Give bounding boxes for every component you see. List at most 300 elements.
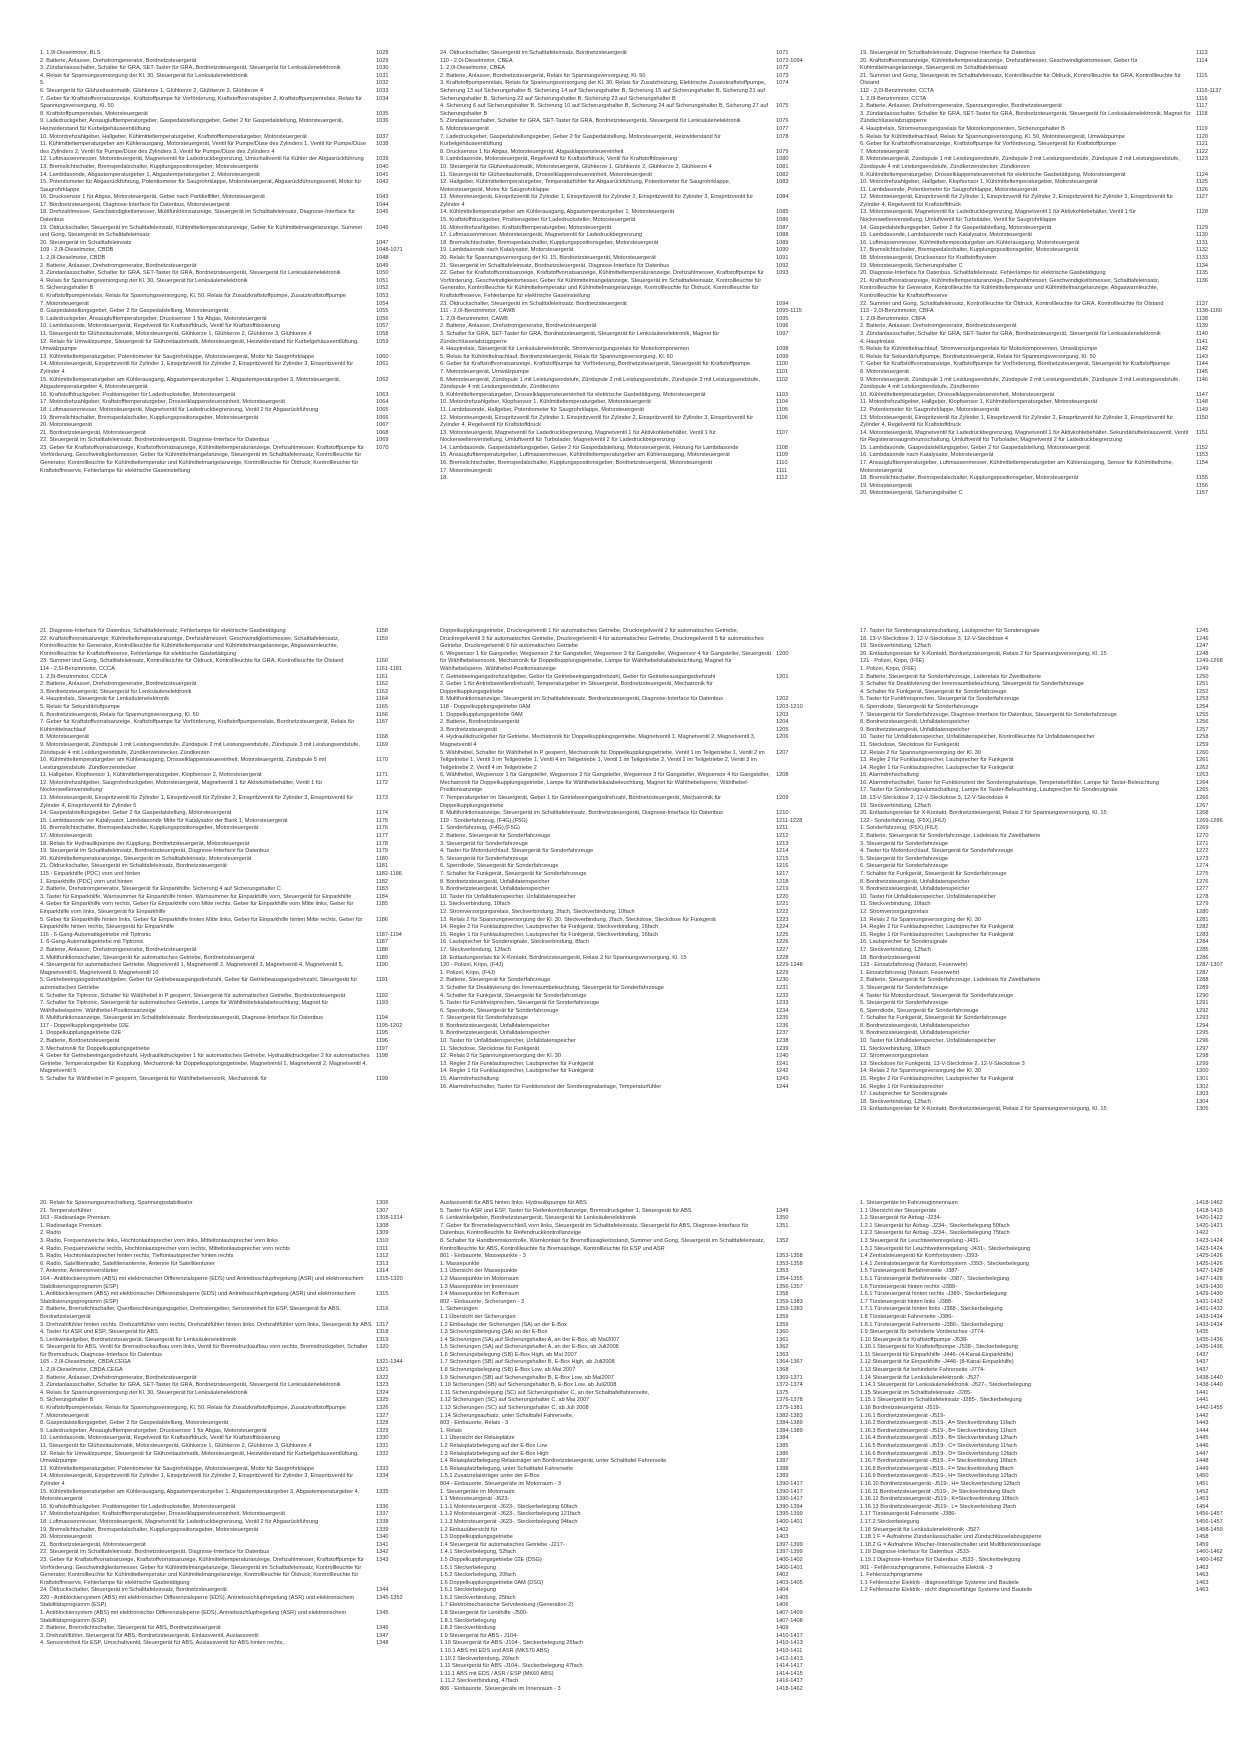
toc-entry-page: 1198 — [376, 1053, 389, 1060]
toc-entry — [440, 1633, 820, 1641]
toc-entry-title: 15. Regler 2 für Funklautsprecher, Lautsprecher für Funkgerät — [860, 1076, 1014, 1083]
toc-entry — [860, 932, 1240, 940]
toc-entry — [440, 209, 820, 217]
toc-entry — [860, 460, 1240, 475]
toc-entry-page: 1351 — [776, 1222, 789, 1229]
toc-entry — [440, 1504, 820, 1512]
toc-entry-page: 1094 — [776, 300, 789, 307]
toc-entry-page: 1390-1417 — [776, 1488, 803, 1495]
toc-entry — [440, 164, 820, 172]
toc-entry-title: 19. Steuergerät im Schalttafeleinsatz, Bordnetzsteuergerät, Diagnose-Interface für Datenbus — [40, 848, 270, 855]
toc-entry-title: 17. Bremslichtschalter, Bremspedalschalter, Kupplungspositionsgeber, Motorsteuergerät — [860, 247, 1079, 254]
toc-entry-title: 5. Steuergerät für Sonderfahrzeuge — [860, 855, 949, 862]
toc-entry-page: 1059 — [376, 338, 389, 345]
toc-entry-page: 1030 — [376, 65, 389, 72]
toc-entry-title: 10. Taster für Unfalldatenspeicher, Unfalldatenspeicher — [860, 1038, 996, 1045]
toc-entry-page: 1195 — [376, 1030, 389, 1037]
toc-entry — [860, 901, 1240, 909]
toc-entry-page: 1410-1413 — [776, 1640, 803, 1647]
toc-entry-title: 1.10.1 ABS mit EDS und ASR (MK570 ABS) — [440, 1648, 550, 1655]
toc-entry — [860, 96, 1240, 104]
toc-entry — [860, 1565, 1240, 1573]
toc-entry-page: 1416-1417 — [776, 1678, 803, 1685]
toc-entry-page: 1248 — [1196, 650, 1209, 657]
toc-entry — [40, 932, 420, 940]
toc-entry — [440, 1200, 820, 1208]
toc-block-3 — [40, 1200, 1223, 1740]
toc-entry-page: 1384 — [776, 1435, 789, 1442]
toc-entry-page: 1084 — [776, 194, 789, 201]
toc-entry-page: 1287-1307 — [1196, 962, 1223, 969]
toc-entry — [440, 1572, 820, 1580]
toc-entry-page: 1299 — [1196, 1060, 1209, 1067]
toc-entry-page: 1053 — [376, 293, 389, 299]
toc-entry-page: 1277 — [1196, 886, 1209, 893]
toc-entry-title: 1.18.1 F = Aufnahme Zündanlassschalter und Zündschlüsselabzugsperre — [860, 1534, 1042, 1541]
toc-entry-page: 1273 — [1196, 855, 1209, 862]
toc-entry-page: 1072-1094 — [776, 57, 803, 64]
toc-entry — [40, 1587, 420, 1595]
toc-entry — [440, 65, 820, 73]
toc-entry-page: 1296 — [1196, 1038, 1209, 1045]
toc-entry — [860, 111, 1240, 126]
toc-entry-title: 10. Motordrehzahlgeber, Klopfsensor 1, Kühlmitteltemperaturgeber, Motorsteuergerät — [440, 399, 651, 406]
toc-entry-page: 1031 — [376, 72, 389, 79]
toc-entry — [860, 490, 1240, 498]
toc-entry-page: 1344 — [376, 1587, 389, 1594]
toc-entry-page: 1257 — [1196, 726, 1209, 733]
toc-entry-title: 15. Regler 1 für Funklautsprecher, Lautsprecher für Funkgerät, Steckverbindung, 16fach — [440, 931, 659, 938]
toc-entry-title: 14. Regler 1 für Funklautsprecher, Lautsprecher für Funkgerät — [440, 1068, 594, 1075]
toc-entry-title: 1.16.4 Bordnetzsteuergerät -J519-, B= Steckverbindung 12fach — [860, 1435, 1017, 1442]
toc-entry-page: 1154 — [1196, 460, 1209, 467]
toc-entry — [40, 399, 420, 407]
toc-entry — [440, 772, 820, 795]
toc-entry-page: 1291 — [1196, 1000, 1209, 1007]
toc-entry-page: 1336 — [376, 1503, 389, 1510]
toc-entry-title: 16. Kraftstoffdruckgeber, Positionsgeber für Ladedrucksteller, Motorsteuergerät — [40, 1503, 236, 1510]
toc-entry-page: 1353-1358 — [776, 1260, 803, 1267]
toc-entry-title: 1.16.3 Bordnetzsteuergerät -J519-, B= Steckverbindung 11fach — [860, 1427, 1017, 1434]
toc-entry-page: 1121 — [1196, 141, 1209, 148]
toc-entry-page: 1107 — [776, 429, 789, 436]
toc-entry-title: 6. Motorsteuergerät — [440, 125, 489, 132]
toc-entry-page: 1190 — [376, 962, 389, 969]
toc-entry-page: 1049 — [376, 262, 389, 269]
toc-entry-title: 2. Batterie, Steuergerät für Sonderfahrzeuge — [440, 977, 551, 984]
toc-entry — [860, 803, 1240, 811]
toc-entry-page: 1074 — [776, 80, 789, 87]
toc-entry-title: 1. Einsatzfahrzeug (Notarzt, Feuerwehr) — [860, 969, 960, 976]
toc-entry — [860, 712, 1240, 720]
toc-entry-page: 1384-1389 — [776, 1427, 803, 1434]
toc-entry — [40, 1519, 420, 1527]
toc-entry — [860, 1246, 1240, 1254]
toc-entry — [440, 392, 820, 400]
toc-entry-title: 1. 1,9l-Dieselmotor, BLS — [40, 50, 101, 56]
toc-entry-title: 21. Diagnose-Interface für Datenbus, Schalttafeleinsatz, Fehlerlampe für elektrische Gasbetätigung — [40, 628, 286, 634]
toc-entry-title: 1. Relais — [440, 1427, 462, 1434]
toc-entry-page: 1437 — [1196, 1367, 1209, 1374]
toc-entry-page: 1289 — [1196, 984, 1209, 991]
toc-entry-title: 15. Lambdasonde, Lambdasonde nach Katalysator, Motorsteuergerät — [860, 232, 1032, 239]
toc-entry — [440, 1023, 820, 1031]
toc-entry-title: 2. Batterie, Steuergerät für Sonderfahrzeuge, Ladeleiais für Zweitbatterie — [860, 977, 1041, 984]
toc-entry — [40, 134, 420, 142]
toc-entry-page: 1040 — [376, 163, 389, 170]
toc-entry-title: 163 - Radioanlage Premium — [40, 1215, 110, 1222]
toc-entry — [860, 939, 1240, 947]
toc-entry-page: 1072 — [776, 65, 789, 72]
toc-entry-title: 15. Regler 1 für Funklautsprecher, Lautsprecher für Funkgerät — [860, 931, 1014, 938]
toc-entry-title: 6. Steuergerät für Glühzeitautomatik, Glühkerze 1, Glühkerze 2, Glühkerze 3, Glühkerze 4 — [40, 87, 263, 94]
toc-entry-title: 7. Motorsteuergerät — [860, 148, 909, 155]
toc-entry-page: 1300 — [1196, 1068, 1209, 1075]
toc-entry-title: 7. Getriebeeingangsdrehzahlgeber, Geber für Getriebeeingangsdrehzahl, Geber für Getriebeausgangsdrehzahl — [440, 673, 716, 680]
toc-entry-title: 6. Kraftstoffpumpenrelais, Relais für Spannungsversorgung, Kl. 50, Relais für Zusatzkraftstoffpumpe, Zusatzkraftstoffpumpe — [40, 293, 346, 299]
toc-entry — [440, 308, 820, 316]
toc-entry-title: 18. — [440, 475, 448, 482]
toc-entry-title: 1.8 Steuergerät für Lenkhilfe -J500- — [440, 1610, 528, 1617]
toc-entry-page: 1185 — [376, 901, 389, 908]
toc-entry-title: 3. Zündanlassschalter, Schalter für GRA, SET-Taster für GRA, Bordnetzsteuergerät, Steuergerät für Lenksäulenelektronik — [40, 65, 341, 72]
toc-entry — [440, 331, 820, 346]
toc-entry-title: 15. Alarmdrehschaltung — [860, 772, 919, 779]
toc-entry — [860, 209, 1240, 224]
toc-entry-page: 1258 — [1196, 734, 1209, 741]
toc-entry-page: 1438-1440 — [1196, 1374, 1223, 1381]
toc-entry — [40, 1382, 420, 1390]
toc-entry-title: 20. Relais für Spannungsumschaltung, Spannungsstabilisator — [40, 1200, 193, 1206]
toc-entry-page: 1187-1194 — [376, 931, 402, 938]
toc-entry-page: 1219 — [776, 886, 789, 893]
toc-entry-title: 1.8.2 Steckverbindung — [440, 1625, 496, 1632]
toc-entry-page: 1080 — [776, 156, 789, 163]
toc-entry-page: 1306 — [376, 1200, 389, 1206]
toc-entry-title: 5. Wählhebel, Schalter für Wählhebel in P gesperrt, Mechatronik für Doppelkupplungsgetriebe, Ventil 1 im Teilgetriebe 1, Ventil 2 im Teilgetriebe 1, Ventil 3 im Teilgetriebe 1, Ventil 4 im Teilgetriebe 1, Ventil 1 im Teilgetriebe 2, Ventil 2 im Teilgetriebe 2, Ventil 3 im Teilgetriebe 2, Ventil 4 im Teilgetriebe 2 — [440, 749, 765, 771]
toc-entry-title: 21. Temperaturfühler — [40, 1207, 92, 1214]
toc-entry — [40, 164, 420, 172]
toc-entry-page: 1225 — [776, 931, 789, 938]
toc-entry-page: 1295 — [1196, 1030, 1209, 1037]
toc-entry-title: 16. Alarmdrehschalter, Taster für Funktionstest der Sondersignalanlage, Temperaturfühler, Lampe für Taster-Beleuchtung — [860, 779, 1159, 786]
toc-entry-page: 1129 — [1196, 224, 1209, 231]
toc-entry — [440, 1314, 820, 1322]
toc-entry-page: 1181 — [376, 863, 389, 870]
toc-entry-page: 1153 — [1196, 452, 1209, 459]
toc-entry — [40, 955, 420, 963]
toc-entry — [440, 172, 820, 180]
toc-entry — [860, 704, 1240, 712]
toc-entry-page: 1325 — [376, 1397, 389, 1404]
toc-entry — [860, 149, 1240, 157]
toc-entry-page: 1069 — [376, 437, 389, 444]
toc-entry — [40, 1261, 420, 1269]
toc-entry-title: 3. Schalter für Deaktivierung der Innenraumbeleuchtung, Steuergerät für Sonderfahrzeuge — [860, 681, 1084, 688]
toc-entry-page: 1274 — [1196, 863, 1209, 870]
toc-entry-title: 1.7 Türsteuergerät hinten links -J388- — [860, 1298, 953, 1305]
toc-entry — [440, 1084, 820, 1092]
toc-entry-title: 1.1.1 Motorsteuergerät -J623-, Steckerbelegung 60fach — [440, 1503, 578, 1510]
toc-entry — [40, 73, 420, 81]
toc-entry-title: 2. Batterie, Anlasser, Drehstromgenerator, Bordnetzsteuergerät — [40, 57, 197, 64]
toc-entry-title: 9. Bordnetzsteuergerät, Unfalldatenspeicher — [860, 886, 970, 893]
toc-entry-page: 1195-1202 — [376, 1022, 403, 1029]
toc-entry-title: 109 - 2,0l-Dieselmotor, CBDB — [40, 247, 114, 254]
toc-entry-page: 1247 — [1196, 643, 1209, 650]
toc-entry — [860, 924, 1240, 932]
toc-entry-page: 1241 — [776, 1060, 789, 1067]
toc-entry-page: 1454 — [1196, 1503, 1209, 1510]
toc-entry-title: 20. Entlastungsrelais für X-Kontakt, Bordnetzsteuergerät, Relais 2 für Spannungsversorgung, Kl. 15 — [860, 650, 1107, 657]
toc-column — [440, 628, 820, 1091]
toc-entry-title: 8. Motorsteuergerät — [860, 368, 909, 375]
toc-entry — [440, 841, 820, 849]
toc-entry-page: 1055 — [376, 308, 389, 315]
toc-entry-title: 9. Kühlmitteltemperaturgeber, Drosselklappensteuereinheit für elektrische Gasbetätigung, Motorsteuergerät — [440, 391, 706, 398]
toc-entry-title: 1.16.13 Bordnetzsteuergerät -J519-, L= Steckverbindung 2fach — [860, 1503, 1017, 1510]
toc-entry — [40, 88, 420, 96]
toc-entry-page: 1232 — [776, 992, 789, 999]
toc-entry — [40, 179, 420, 194]
toc-entry-title: 12. Relais 2 für Spannungsversorgung der Kl. 30 — [440, 1053, 561, 1060]
toc-entry-title: 1. 2,5l-Benzinmotor, CCCA — [40, 673, 108, 680]
toc-entry — [440, 871, 820, 879]
toc-entry-title: 1.14.1 Steuergerät für Lenksäulenelektronik -J527-, Steckerbelegung — [860, 1382, 1032, 1389]
toc-entry-title: 1.19 Diagnose-Interface für Datenbus -J533- — [860, 1549, 971, 1556]
toc-entry — [440, 240, 820, 248]
toc-entry-title: 14. Relais 2 für Spannungsversorgung der Kl. 30 — [860, 1068, 981, 1075]
toc-entry — [860, 818, 1240, 826]
toc-entry-page: 1146 — [1196, 376, 1209, 383]
toc-entry — [40, 1610, 420, 1625]
toc-entry-title: 120 - Polizei, Kripo, (F4J) — [440, 962, 504, 969]
toc-entry — [40, 194, 420, 202]
toc-entry-title: 11. Steckverbindung, 10fach — [860, 901, 931, 908]
toc-entry-title: 15. Lambdasonde vor Katalysator, Lambdasonde Mitte für Katalysator der Bank 1, Motorsteuergerät — [40, 817, 288, 824]
toc-entry-title: 6. Steuergerät für ABS, Ventil für Bremsdruckaufbau vorn links, Ventil für Bremsdruckaufbau vorn rechts, Bremsdruckgeber, Schalter für Bremsdruck, Diagnose-Interface für Datenbus — [40, 1344, 368, 1358]
toc-entry-page: 1390-1417 — [776, 1496, 803, 1503]
toc-entry — [440, 255, 820, 263]
toc-entry-title: 1.12 Steuergerät für Einparkhilfe -J446- (8-Kanal-Einparkhilfe) — [860, 1359, 1014, 1366]
toc-entry-title: 1.2 Relaisplatzbelegung auf der E-Box Low — [440, 1443, 548, 1449]
toc-entry-title: 1.5 Doppelkupplungsgetriebe 02E (DSG) — [440, 1556, 542, 1563]
toc-entry — [860, 1534, 1240, 1542]
toc-entry-page: 1113 — [1196, 50, 1208, 56]
toc-entry — [860, 666, 1240, 674]
toc-entry — [40, 1200, 420, 1208]
toc-entry-page: 1150 — [1196, 414, 1209, 421]
toc-entry-title: 6. Lenkwinkelgeber, Bordnetzsteuergerät, Steuergerät für Lenksäulenelektronik — [440, 1215, 637, 1222]
toc-entry-title: 18. Steckverbindung, 12fach — [860, 1098, 931, 1105]
toc-entry — [40, 1344, 420, 1359]
toc-entry — [860, 1519, 1240, 1527]
toc-entry-title: 220 - Antiblockiersystem (ABS) mit elektronischer Differenzialsperre (EDS), Antriebsschlupfregelung (ASR) und elektronischem Stabilitätsprogramm (ESP) — [40, 1594, 355, 1609]
toc-entry — [40, 1015, 420, 1023]
toc-entry-page: 1316 — [376, 1306, 389, 1313]
toc-entry-title: 1.6 Doppelkupplungsgetriebe 0AM (DSG) — [440, 1579, 544, 1586]
toc-entry-title: 3. Zündanlassschalter, Schalter für GRA, SET-Taster für GRA, Bordnetzsteuergerät, Steuergerät für Lenksäulenelektronik — [40, 1382, 341, 1389]
toc-entry — [860, 970, 1240, 978]
toc-entry — [860, 1208, 1240, 1216]
toc-entry-title: 1.18.2 G = Aufnahme Wischer-/Intervallschalter und Multifunktionsanlage — [860, 1541, 1041, 1548]
toc-entry — [860, 848, 1240, 856]
toc-entry — [40, 323, 420, 331]
toc-entry — [40, 437, 420, 445]
toc-entry-page: 1064 — [376, 399, 389, 406]
toc-entry-page: 1246 — [1196, 635, 1209, 642]
toc-entry-title: 117 - Doppelkupplungsgetriebe 02E — [40, 1022, 129, 1029]
toc-entry — [860, 430, 1240, 445]
toc-entry-title: 7. Temperaturgeber im Steuergerät, Geber 1 für Getriebeeingangsdrehzahl, Bordnetzsteuergerät, Mechatronik für Doppelkupplungsgetriebe — [440, 795, 721, 809]
toc-entry — [860, 1238, 1240, 1246]
toc-entry-page: 1275 — [1196, 871, 1209, 877]
toc-entry-title: 1.1 Fehlersuche Elektrik - diagnosefähige Systeme und Bauteile — [860, 1579, 1019, 1586]
toc-entry — [860, 985, 1240, 993]
toc-entry-title: 3. Steuergerät für Sonderfahrzeuge — [860, 984, 949, 991]
toc-entry-title: 8. Motorsteuergerät, Zündspule 1 mit Leistungsendstufe, Zündspule 2 mit Leistungsendstufe, Zündspule 3 mit Leistungsendstufe, Zündspule 4 mit Leistungsendstufe, Zündkerzen — [440, 376, 760, 391]
toc-entry-title: 110 - 2,0l-Dieselmotor, CBEA — [440, 57, 513, 64]
toc-entry-page: 1342 — [376, 1549, 389, 1556]
toc-entry-page: 1397-1399 — [776, 1541, 803, 1548]
toc-entry — [40, 1633, 420, 1641]
toc-entry-title: 18. Relais für Hydraulikpumpe der Kupplung, Bordnetzsteuergerät, Motorsteuergerät — [40, 840, 250, 847]
toc-entry — [40, 841, 420, 849]
toc-entry-title: 8. Bordnetzsteuergerät, Unfalldatenspeicher — [440, 1022, 550, 1029]
toc-entry-page: 1234 — [776, 1007, 789, 1014]
toc-entry-page: 1442 — [1196, 1412, 1209, 1419]
toc-entry-title: 1.4 Massepunkte im Kofferraum — [440, 1291, 520, 1298]
toc-entry — [860, 757, 1240, 765]
toc-entry — [860, 187, 1240, 195]
toc-entry-page: 1435 — [1196, 1329, 1209, 1336]
toc-entry — [440, 833, 820, 841]
toc-entry-page: 1082 — [776, 171, 789, 178]
toc-entry-page: 1032 — [376, 80, 389, 87]
toc-entry-page: 1261 — [1196, 757, 1209, 764]
toc-entry-title: 4. Steuergerät für automatisches Getriebe, Magnetventil 1, Magnetventil 2, Magnetventil 3, Magnetventil 4, Magnetventil 5, Magnetventil 6, Magnetventil 9, Magnetventil 10 — [40, 962, 344, 976]
toc-entry-page: 1211 — [776, 825, 789, 832]
toc-entry-title: 7. Steuergerät für Sonderfahrzeuge, Diagnose-Interface für Datenbus, Steuergerät für Sonderfahrzeuge — [860, 711, 1117, 718]
toc-entry-title: 12. Hallgeber, Kühlmitteltemperaturgeber, Temperaturfühler für Abgasrückführung, Potentiometer für Saugrohrklappe, Motorsteuergerät, Motor für Saugrohrklappe — [440, 179, 731, 193]
toc-entry-title: 1. 6-Gang-Automatikgetriebe mit Tiptronic — [40, 939, 144, 946]
toc-entry-title: 16. Luftmassenmesser, Kühlmitteltemperaturgeber am Kühlerausgang, Motorsteuergerät — [860, 239, 1080, 246]
toc-entry-title: 7. Motorsteuergerät — [40, 1412, 89, 1419]
toc-entry — [860, 331, 1240, 339]
toc-entry — [860, 689, 1240, 697]
toc-entry-page: 1254 — [1196, 703, 1209, 710]
toc-entry — [860, 1496, 1240, 1504]
toc-entry — [440, 452, 820, 460]
toc-entry-page: 1131 — [1196, 239, 1209, 246]
toc-entry-page: 1354-1355 — [776, 1275, 803, 1282]
toc-entry — [860, 863, 1240, 871]
toc-entry-page: 1092 — [776, 262, 789, 269]
toc-entry — [860, 1329, 1240, 1337]
toc-entry — [40, 354, 420, 362]
toc-entry-title: 20. Kraftstoffvorratsanzeige, Kühlmitteltemperaturanzeige, Drehzahlmesser, Geschwindigkeitsmesser, Geber für Kühlmittelmangelanzeige, Steuergerät im Schalttafeleinsatz — [860, 57, 1138, 72]
toc-entry-page: 1067 — [376, 422, 389, 429]
toc-entry-title: 12. Relais für Umwälzpumpe, Steuergerät für Glühzeitautomatik, Motorsteuergerät, Heizwiderstand für Kurbelgehäuseentlüftung, Umwälzpumpe — [40, 1450, 359, 1465]
toc-entry-page: 1235 — [776, 1015, 789, 1022]
toc-entry — [860, 681, 1240, 689]
toc-entry — [40, 377, 420, 392]
toc-entry — [440, 1519, 820, 1527]
toc-entry-page: 1431-1432 — [1196, 1298, 1223, 1305]
toc-entry-page: 1359 — [776, 1321, 789, 1328]
toc-entry-title: 2. Batterie, Anlasser, Bordnetzsteuergerät, Relais für Spannungsversorgung, Kl. 50 — [440, 72, 646, 79]
toc-entry-title: 21. Öldruckschalter, Steuergerät im Schalttafeleinsatz, Bordnetzsteuergerät — [40, 863, 227, 870]
toc-entry — [40, 795, 420, 810]
toc-entry-page: 1135 — [1196, 270, 1209, 277]
toc-entry-page: 1239 — [776, 1045, 789, 1052]
toc-entry — [440, 1671, 820, 1679]
toc-entry-title: 2. Batterie, Anlasser, Drehstromgenerator, Bordnetzsteuergerät — [40, 946, 197, 953]
toc-entry-title: 22. Summer und Gong, Schalttafeleinsatz, Kontrollleuchte für Öldruck, Kontrollleuchte für GRA, Kontrollleuchte für Ölstand — [860, 300, 1164, 307]
toc-entry — [860, 628, 1240, 636]
toc-entry — [860, 1542, 1240, 1550]
toc-entry-title: 7. Schalter für Tiptronic, Steuergerät für automatisches Getriebe, Lampe für Wählhebelskalabeleuchtung, Magnet für Wählhebelsperre, Wählhebel-Positionsanzeige — [40, 1000, 329, 1014]
toc-entry — [860, 1405, 1240, 1413]
toc-entry-title: 8. Schalter für Handbremskontrolle, Warnkontakt für Bremsflüssigkeitsstand, Summer und Gong, Steuergerät im Schalttafeleinsatz, Kontrollleuchte für ABS, Kontrollleuchte für Bremsanlage, Kontrollleuchte für ESP und ASR — [440, 1237, 765, 1252]
toc-entry-title: 12. Stromversorgungsrelais, Steckverbindung, 2fach, Steckverbindung, 10fach — [440, 908, 635, 915]
toc-entry-page: 1111 — [776, 467, 788, 474]
toc-entry-page: 1223 — [776, 916, 789, 923]
toc-entry-page: 1035 — [376, 110, 389, 117]
toc-entry-page: 1384-1389 — [776, 1420, 803, 1427]
toc-entry-title: 1. Sonderfahrzeug, (F4G),(F5G) — [440, 825, 520, 832]
toc-entry — [40, 263, 420, 271]
toc-entry-page: 1327 — [376, 1412, 389, 1419]
toc-entry — [860, 955, 1240, 963]
toc-entry-page: 1460-1462 — [1196, 1556, 1223, 1563]
toc-entry-title: 8. Multifunktionsanzeige, Steuergerät im Schalttafeleinsatz, Bordnetzsteuergerät, Diagnose-Interface für Datenbus — [40, 1015, 323, 1022]
toc-entry-title: 4. Relais für Spannungsversorgung der Kl. 30, Steuergerät für Lenksäulenelektronik — [40, 277, 248, 284]
toc-entry-page: 1451 — [1196, 1480, 1209, 1487]
toc-entry — [860, 977, 1240, 985]
toc-entry-title: 804 - Einbauorte, Steuergeräte im Motorraum - 3 — [440, 1480, 561, 1487]
toc-entry-page: 1441 — [1196, 1397, 1209, 1404]
toc-entry-title: 11. Motordrehzahlgeber, Hallgeber, Klopfsensor 1, Kühlmitteltemperaturgeber, Motorsteuergerät — [860, 399, 1098, 406]
toc-entry-title: 1.3 Steuergerät für Leuchtweitenregelung -J431- — [860, 1237, 981, 1244]
toc-entry — [440, 1208, 820, 1216]
toc-entry — [860, 354, 1240, 362]
toc-entry-title: 5. Lenkwinkelgeber, Bordnetzsteuergerät, Steuergerät für Lenksäulenelektronik — [40, 1336, 237, 1343]
toc-entry-page: 1369-1371 — [776, 1374, 803, 1381]
toc-entry-page: 1220 — [776, 893, 789, 900]
toc-entry-title: 9. Bordnetzsteuergerät, Unfalldatenspeicher — [440, 1030, 550, 1037]
toc-entry-page: 1201 — [776, 673, 789, 680]
toc-column — [440, 50, 820, 483]
toc-entry-page: 1088 — [776, 232, 789, 239]
toc-column — [860, 50, 1240, 498]
toc-entry-title: 6. Relais für Sekundärluftpumpe, Bordnetzsteuergerät, Relais für Spannungsversorgung, Kl. 50 — [860, 353, 1096, 360]
toc-entry — [40, 757, 420, 772]
toc-entry — [40, 696, 420, 704]
toc-entry — [860, 399, 1240, 407]
toc-entry — [440, 818, 820, 826]
toc-entry-page: 1037 — [376, 133, 389, 140]
toc-entry-page: 1172 — [376, 779, 389, 786]
toc-entry-page: 1345-1352 — [376, 1594, 403, 1601]
toc-entry-title: 1.10.1 Steuergerät für Kraftstoffpumpe -J538-, Steckerbelegung — [860, 1344, 1018, 1351]
toc-entry — [40, 96, 420, 111]
toc-entry — [860, 232, 1240, 240]
toc-entry-page: 1395-1399 — [776, 1511, 803, 1518]
toc-entry-title: 17. Steckverbindung, 12fach — [860, 946, 931, 953]
toc-entry — [440, 247, 820, 255]
toc-entry-page: 1100 — [776, 361, 789, 368]
